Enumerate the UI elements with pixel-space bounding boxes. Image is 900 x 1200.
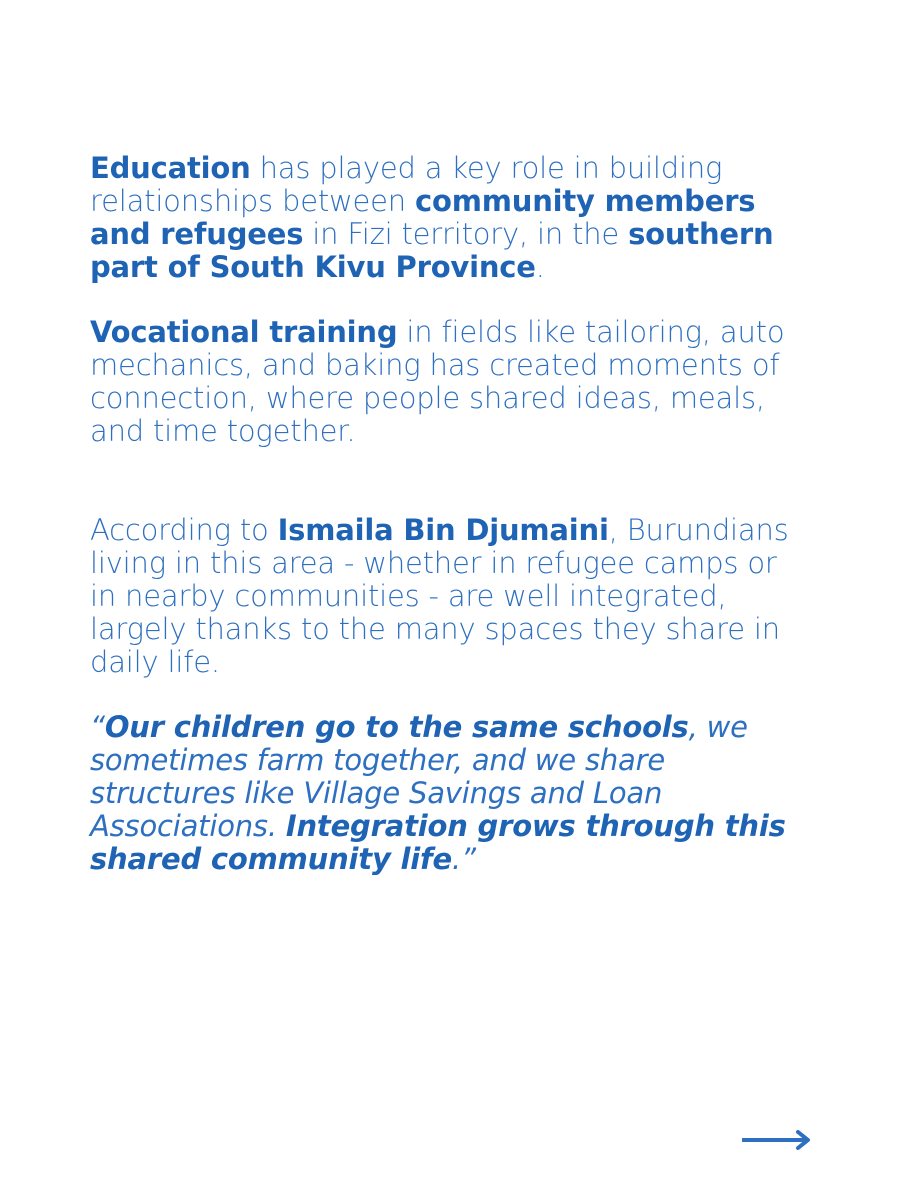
quote-paragraph: “Our children go to the same schools, we sometimes farm together, and we share structures like Village Savings and Loan Associations. Integration grows through this shared community life.” <box>90 710 786 876</box>
emphasis-name: Ismaila Bin Djumaini <box>277 513 609 547</box>
paragraph-education: Education has played a key role in building relationships between community members and refugees in Fizi territory, in the southern part of South Kivu Province. <box>90 151 774 284</box>
quote-emphasis-schools: Our children go to the same schools <box>104 710 689 744</box>
article-body <box>90 152 802 876</box>
quote-emphasis-integration: Integration grows through this shared community life <box>90 809 786 876</box>
right-arrow-icon[interactable] <box>742 1128 812 1152</box>
emphasis-vocational: Vocational training <box>90 315 398 349</box>
paragraph-according: According to Ismaila Bin Djumaini, Burundians living in this area - whether in refugee camps or in nearby communities - are well integrated, largely thanks to the many spaces they share in daily life. <box>90 513 789 679</box>
emphasis-location: southern part of South Kivu Province <box>90 217 774 284</box>
emphasis-education: Education <box>90 151 251 185</box>
emphasis-community: community members and refugees <box>90 184 756 251</box>
paragraph-vocational: Vocational training in fields like tailoring, auto mechanics, and baking has created moments of connection, where people shared ideas, meals, and time together. <box>90 315 785 448</box>
